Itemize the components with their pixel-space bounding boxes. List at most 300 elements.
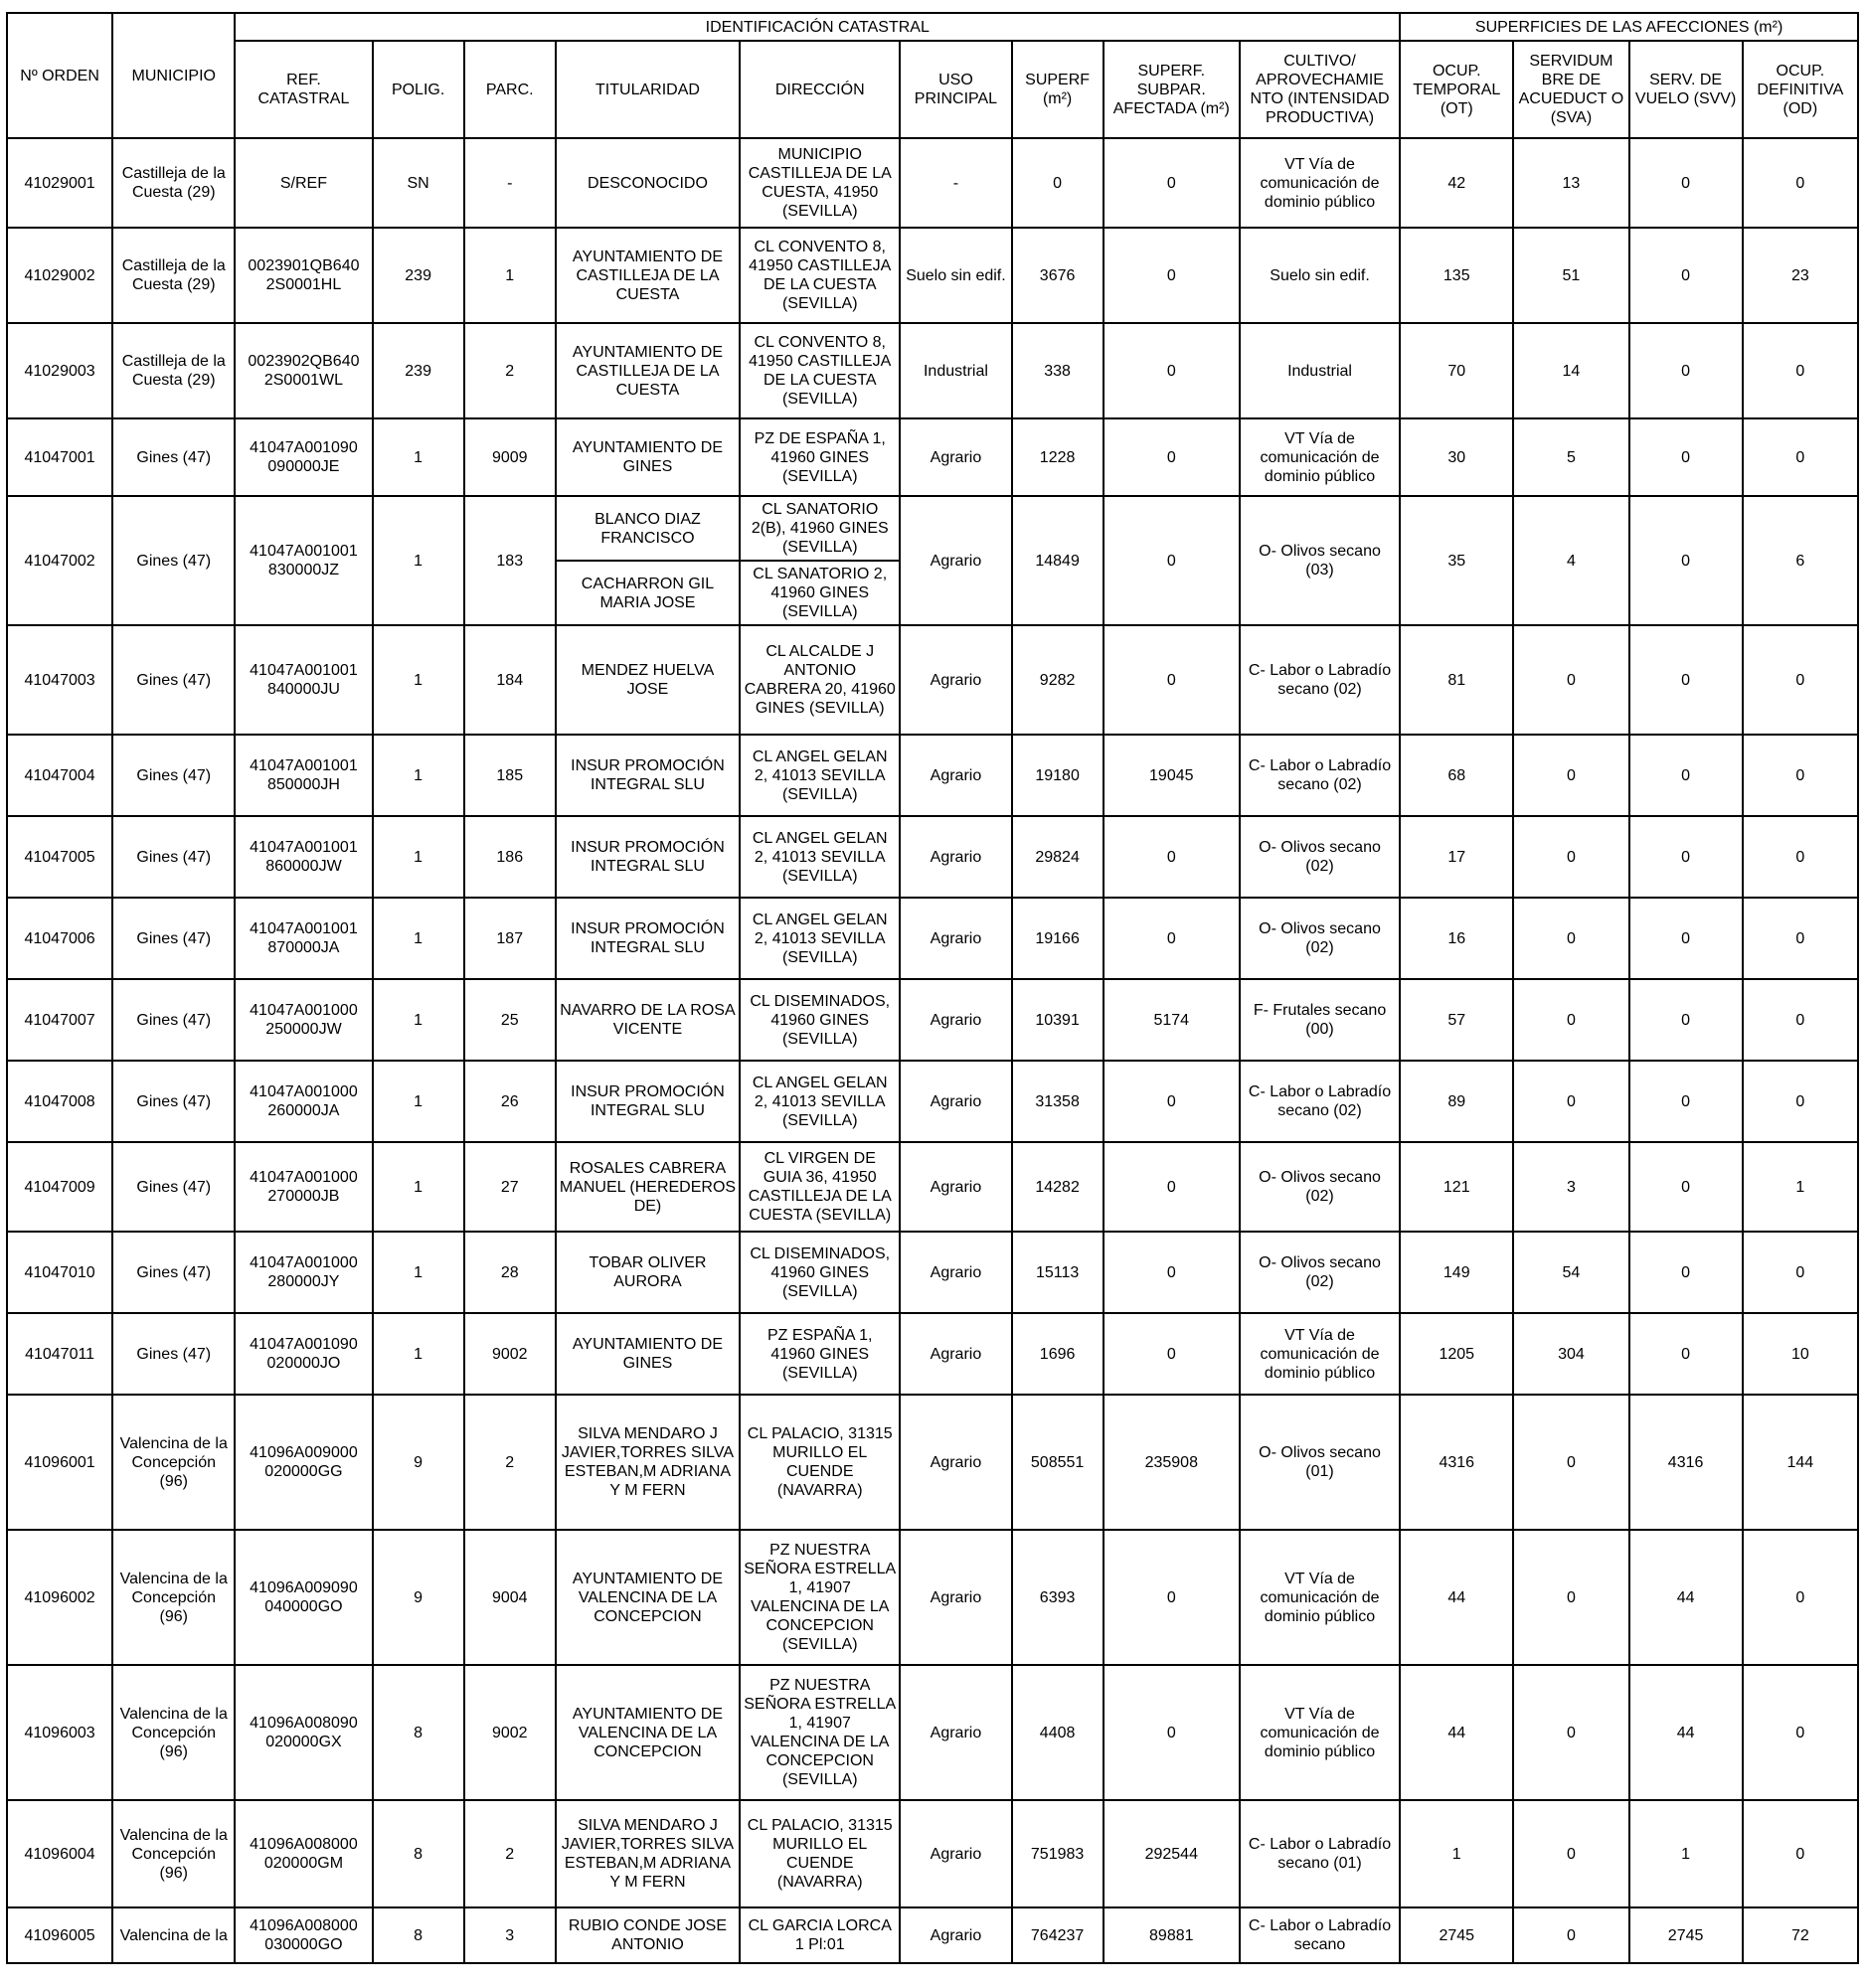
- cell-uso: Agrario: [900, 735, 1011, 816]
- table-row: [7, 1800, 1858, 1907]
- cell-sva: 5: [1513, 418, 1628, 496]
- cell-cultivo: Suelo sin edif.: [1240, 228, 1400, 323]
- cell-uso: Agrario: [900, 979, 1011, 1061]
- cell-od: 0: [1743, 1061, 1858, 1142]
- cell-od: 23: [1743, 228, 1858, 323]
- cell-polig: 8: [373, 1907, 464, 1963]
- cell-polig: 239: [373, 228, 464, 323]
- cell-orden: 41096001: [7, 1395, 112, 1530]
- cell-direccion: MUNICIPIO CASTILLEJA DE LA CUESTA, 41950 (SEVILLA): [740, 138, 900, 228]
- table-row: [7, 1907, 1858, 1963]
- cell-sva: 0: [1513, 979, 1628, 1061]
- cell-orden: 41047001: [7, 418, 112, 496]
- cell-subpar: 0: [1103, 1061, 1240, 1142]
- cell-ref: S/REF: [235, 138, 372, 228]
- cell-superf: 31358: [1012, 1061, 1103, 1142]
- cell-ref: 41047A001000 280000JY: [235, 1232, 372, 1313]
- cell-sva: 13: [1513, 138, 1628, 228]
- cell-direccion: CL ANGEL GELAN 2, 41013 SEVILLA (SEVILLA): [740, 1061, 900, 1142]
- cell-polig: 1: [373, 735, 464, 816]
- cell-parc: 187: [464, 898, 556, 979]
- cell-municipio: Castilleja de la Cuesta (29): [112, 138, 235, 228]
- cell-cultivo: O- Olivos secano (03): [1240, 496, 1400, 625]
- table-row: [7, 1142, 1858, 1232]
- cell-sva: 0: [1513, 816, 1628, 898]
- cell-od: 0: [1743, 418, 1858, 496]
- cell-superf: 10391: [1012, 979, 1103, 1061]
- cell-titularidad: CACHARRON GIL MARIA JOSE: [556, 561, 740, 625]
- table-row: [7, 228, 1858, 323]
- cell-od: 1: [1743, 1142, 1858, 1232]
- cell-direccion: CL CONVENTO 8, 41950 CASTILLEJA DE LA CUESTA (SEVILLA): [740, 323, 900, 418]
- cell-superf: 751983: [1012, 1800, 1103, 1907]
- cell-ref: 41096A008000 020000GM: [235, 1800, 372, 1907]
- cell-sva: 14: [1513, 323, 1628, 418]
- cell-parc: 2: [464, 323, 556, 418]
- cell-subpar: 0: [1103, 1313, 1240, 1395]
- cell-titularidad: AYUNTAMIENTO DE GINES: [556, 1313, 740, 1395]
- cell-od: 0: [1743, 1800, 1858, 1907]
- cell-ot: 1: [1400, 1800, 1513, 1907]
- cell-polig: 1: [373, 979, 464, 1061]
- cell-orden: 41047002: [7, 496, 112, 625]
- cell-sva: 0: [1513, 1800, 1628, 1907]
- cell-titularidad: INSUR PROMOCIÓN INTEGRAL SLU: [556, 1061, 740, 1142]
- cell-sva: 0: [1513, 735, 1628, 816]
- cell-municipio: Gines (47): [112, 1061, 235, 1142]
- col-od: OCUP. DEFINITIVA (OD): [1743, 41, 1858, 138]
- cell-titularidad: SILVA MENDARO J JAVIER,TORRES SILVA ESTEBAN,M ADRIANA Y M FERN: [556, 1800, 740, 1907]
- col-superf: SUPERF (m²): [1012, 41, 1103, 138]
- cell-parc: 9009: [464, 418, 556, 496]
- col-direccion: DIRECCIÓN: [740, 41, 900, 138]
- cell-orden: 41047011: [7, 1313, 112, 1395]
- col-polig: POLIG.: [373, 41, 464, 138]
- cell-svv: 0: [1629, 1232, 1743, 1313]
- cell-od: 72: [1743, 1907, 1858, 1963]
- cell-subpar: 0: [1103, 625, 1240, 735]
- cell-polig: 1: [373, 418, 464, 496]
- cell-subpar: 0: [1103, 418, 1240, 496]
- cell-svv: 0: [1629, 1061, 1743, 1142]
- cell-superf: 9282: [1012, 625, 1103, 735]
- group-identificacion: IDENTIFICACIÓN CATASTRAL: [235, 13, 1400, 41]
- cell-ot: 16: [1400, 898, 1513, 979]
- cell-subpar: 0: [1103, 1665, 1240, 1800]
- cell-orden: 41047003: [7, 625, 112, 735]
- cell-uso: Agrario: [900, 1395, 1011, 1530]
- cell-polig: 9: [373, 1530, 464, 1665]
- cell-municipio: Gines (47): [112, 418, 235, 496]
- cell-cultivo: O- Olivos secano (02): [1240, 1142, 1400, 1232]
- cell-uso: Agrario: [900, 898, 1011, 979]
- table-row: [7, 1061, 1858, 1142]
- cell-parc: 186: [464, 816, 556, 898]
- cell-titularidad: DESCONOCIDO: [556, 138, 740, 228]
- cell-sva: 51: [1513, 228, 1628, 323]
- cell-sva: 0: [1513, 1395, 1628, 1530]
- cell-parc: 184: [464, 625, 556, 735]
- cell-uso: Agrario: [900, 418, 1011, 496]
- col-uso: USO PRINCIPAL: [900, 41, 1011, 138]
- cell-od: 6: [1743, 496, 1858, 625]
- cell-titularidad: TOBAR OLIVER AURORA: [556, 1232, 740, 1313]
- cell-cultivo: C- Labor o Labradío secano (01): [1240, 1800, 1400, 1907]
- cell-superf: 1696: [1012, 1313, 1103, 1395]
- cell-superf: 764237: [1012, 1907, 1103, 1963]
- cell-parc: 9002: [464, 1313, 556, 1395]
- col-ref: REF. CATASTRAL: [235, 41, 372, 138]
- cell-svv: 0: [1629, 138, 1743, 228]
- cell-municipio: Gines (47): [112, 1313, 235, 1395]
- cell-municipio: Castilleja de la Cuesta (29): [112, 323, 235, 418]
- cell-uso: Agrario: [900, 1665, 1011, 1800]
- cell-polig: 1: [373, 816, 464, 898]
- cell-titularidad: AYUNTAMIENTO DE CASTILLEJA DE LA CUESTA: [556, 228, 740, 323]
- cell-orden: 41096003: [7, 1665, 112, 1800]
- cell-municipio: Valencina de la Concepción (96): [112, 1530, 235, 1665]
- cell-ref: 41047A001001 840000JU: [235, 625, 372, 735]
- cell-polig: 1: [373, 1313, 464, 1395]
- cell-subpar: 0: [1103, 228, 1240, 323]
- cell-orden: 41047009: [7, 1142, 112, 1232]
- cell-municipio: Gines (47): [112, 979, 235, 1061]
- table-row: [7, 138, 1858, 228]
- cell-subpar: 0: [1103, 1142, 1240, 1232]
- cell-svv: 0: [1629, 898, 1743, 979]
- cell-ot: 68: [1400, 735, 1513, 816]
- cell-ot: 149: [1400, 1232, 1513, 1313]
- cell-parc: 2: [464, 1395, 556, 1530]
- cell-svv: 1: [1629, 1800, 1743, 1907]
- cell-subpar: 0: [1103, 496, 1240, 625]
- cell-cultivo: VT Vía de comunicación de dominio público: [1240, 1665, 1400, 1800]
- table-row: [7, 1665, 1858, 1800]
- cell-parc: 183: [464, 496, 556, 625]
- cell-od: 10: [1743, 1313, 1858, 1395]
- col-svv: SERV. DE VUELO (SVV): [1629, 41, 1743, 138]
- cell-uso: Agrario: [900, 1142, 1011, 1232]
- cell-ref: 41047A001000 260000JA: [235, 1061, 372, 1142]
- table-row: [7, 979, 1858, 1061]
- cell-parc: 185: [464, 735, 556, 816]
- cell-svv: 0: [1629, 496, 1743, 625]
- cell-municipio: Gines (47): [112, 1232, 235, 1313]
- cell-titularidad: RUBIO CONDE JOSE ANTONIO: [556, 1907, 740, 1963]
- cell-uso: Agrario: [900, 816, 1011, 898]
- cell-municipio: Gines (47): [112, 735, 235, 816]
- cell-svv: 2745: [1629, 1907, 1743, 1963]
- cell-od: 0: [1743, 138, 1858, 228]
- cell-superf: 19166: [1012, 898, 1103, 979]
- cell-svv: 0: [1629, 228, 1743, 323]
- cell-direccion: CL VIRGEN DE GUIA 36, 41950 CASTILLEJA DE LA CUESTA (SEVILLA): [740, 1142, 900, 1232]
- cell-direccion: CL ANGEL GELAN 2, 41013 SEVILLA (SEVILLA): [740, 816, 900, 898]
- cell-orden: 41047006: [7, 898, 112, 979]
- cell-uso: Agrario: [900, 496, 1011, 625]
- cell-cultivo: Industrial: [1240, 323, 1400, 418]
- cell-uso: Agrario: [900, 1061, 1011, 1142]
- cell-titularidad: AYUNTAMIENTO DE CASTILLEJA DE LA CUESTA: [556, 323, 740, 418]
- cell-orden: 41029001: [7, 138, 112, 228]
- cell-svv: 0: [1629, 418, 1743, 496]
- cell-superf: 338: [1012, 323, 1103, 418]
- cell-ref: 41047A001000 250000JW: [235, 979, 372, 1061]
- cell-subpar: 235908: [1103, 1395, 1240, 1530]
- cell-titularidad: AYUNTAMIENTO DE VALENCINA DE LA CONCEPCION: [556, 1665, 740, 1800]
- cell-direccion: CL ALCALDE J ANTONIO CABRERA 20, 41960 GINES (SEVILLA): [740, 625, 900, 735]
- col-titularidad: TITULARIDAD: [556, 41, 740, 138]
- cell-uso: -: [900, 138, 1011, 228]
- cell-ot: 81: [1400, 625, 1513, 735]
- cell-municipio: Valencina de la: [112, 1907, 235, 1963]
- cell-polig: 1: [373, 1142, 464, 1232]
- cell-subpar: 0: [1103, 816, 1240, 898]
- cell-ot: 44: [1400, 1665, 1513, 1800]
- cell-superf: 1228: [1012, 418, 1103, 496]
- col-municipio: MUNICIPIO: [112, 13, 235, 138]
- cell-titularidad: ROSALES CABRERA MANUEL (HEREDEROS DE): [556, 1142, 740, 1232]
- cell-municipio: Valencina de la Concepción (96): [112, 1665, 235, 1800]
- col-orden: Nº ORDEN: [7, 13, 112, 138]
- col-subpar: SUPERF. SUBPAR. AFECTADA (m²): [1103, 41, 1240, 138]
- cell-direccion: PZ NUESTRA SEÑORA ESTRELLA 1, 41907 VALENCINA DE LA CONCEPCION (SEVILLA): [740, 1665, 900, 1800]
- group-superficies: SUPERFICIES DE LAS AFECCIONES (m²): [1400, 13, 1858, 41]
- cell-od: 0: [1743, 625, 1858, 735]
- cell-svv: 0: [1629, 979, 1743, 1061]
- cell-parc: 1: [464, 228, 556, 323]
- cell-subpar: 0: [1103, 1232, 1240, 1313]
- cell-orden: 41096004: [7, 1800, 112, 1907]
- cell-cultivo: VT Vía de comunicación de dominio público: [1240, 1530, 1400, 1665]
- cell-od: 0: [1743, 1232, 1858, 1313]
- table-row: [7, 625, 1858, 735]
- cell-titularidad: MENDEZ HUELVA JOSE: [556, 625, 740, 735]
- cell-cultivo: C- Labor o Labradío secano (02): [1240, 625, 1400, 735]
- cell-ref: 41096A009090 040000GO: [235, 1530, 372, 1665]
- cell-ref: 41047A001001 860000JW: [235, 816, 372, 898]
- cell-ref: 41047A001090 020000JO: [235, 1313, 372, 1395]
- cell-svv: 0: [1629, 735, 1743, 816]
- cell-ref: 41047A001001 870000JA: [235, 898, 372, 979]
- cell-od: 0: [1743, 979, 1858, 1061]
- cell-uso: Agrario: [900, 1313, 1011, 1395]
- cell-direccion: CL DISEMINADOS, 41960 GINES (SEVILLA): [740, 1232, 900, 1313]
- cell-polig: SN: [373, 138, 464, 228]
- cell-ot: 4316: [1400, 1395, 1513, 1530]
- cell-titularidad: INSUR PROMOCIÓN INTEGRAL SLU: [556, 735, 740, 816]
- cell-direccion: CL SANATORIO 2, 41960 GINES (SEVILLA): [740, 561, 900, 625]
- cell-svv: 0: [1629, 816, 1743, 898]
- cell-ot: 70: [1400, 323, 1513, 418]
- cell-orden: 41096002: [7, 1530, 112, 1665]
- cell-direccion: CL SANATORIO 2(B), 41960 GINES (SEVILLA): [740, 496, 900, 561]
- cell-polig: 1: [373, 898, 464, 979]
- table-row: [7, 323, 1858, 418]
- cell-sva: 0: [1513, 1530, 1628, 1665]
- cell-titularidad: SILVA MENDARO J JAVIER,TORRES SILVA ESTEBAN,M ADRIANA Y M FERN: [556, 1395, 740, 1530]
- cell-superf: 15113: [1012, 1232, 1103, 1313]
- cell-cultivo: O- Olivos secano (02): [1240, 816, 1400, 898]
- table-row: [7, 418, 1858, 496]
- cell-titularidad: BLANCO DIAZ FRANCISCO: [556, 496, 740, 561]
- cell-ref: 41096A008090 020000GX: [235, 1665, 372, 1800]
- cell-orden: 41029002: [7, 228, 112, 323]
- cell-parc: 28: [464, 1232, 556, 1313]
- cell-superf: 6393: [1012, 1530, 1103, 1665]
- cell-subpar: 0: [1103, 898, 1240, 979]
- cell-ot: 121: [1400, 1142, 1513, 1232]
- cell-subpar: 0: [1103, 323, 1240, 418]
- cell-municipio: Valencina de la Concepción (96): [112, 1800, 235, 1907]
- cell-direccion: CL CONVENTO 8, 41950 CASTILLEJA DE LA CUESTA (SEVILLA): [740, 228, 900, 323]
- cell-uso: Agrario: [900, 1800, 1011, 1907]
- cell-ot: 57: [1400, 979, 1513, 1061]
- cell-superf: 508551: [1012, 1395, 1103, 1530]
- table-row: [7, 816, 1858, 898]
- cell-ot: 44: [1400, 1530, 1513, 1665]
- cell-od: 0: [1743, 735, 1858, 816]
- cell-cultivo: VT Vía de comunicación de dominio público: [1240, 138, 1400, 228]
- cell-titularidad: AYUNTAMIENTO DE VALENCINA DE LA CONCEPCION: [556, 1530, 740, 1665]
- cell-sva: 0: [1513, 1907, 1628, 1963]
- cell-direccion: CL ANGEL GELAN 2, 41013 SEVILLA (SEVILLA): [740, 898, 900, 979]
- cell-cultivo: O- Olivos secano (01): [1240, 1395, 1400, 1530]
- cell-polig: 8: [373, 1800, 464, 1907]
- cell-ref: 41047A001001 830000JZ: [235, 496, 372, 625]
- cell-direccion: PZ DE ESPAÑA 1, 41960 GINES (SEVILLA): [740, 418, 900, 496]
- cell-od: 144: [1743, 1395, 1858, 1530]
- cell-ot: 2745: [1400, 1907, 1513, 1963]
- cell-orden: 41029003: [7, 323, 112, 418]
- cell-polig: 1: [373, 496, 464, 625]
- cell-cultivo: F- Frutales secano (00): [1240, 979, 1400, 1061]
- cell-sva: 54: [1513, 1232, 1628, 1313]
- cell-municipio: Castilleja de la Cuesta (29): [112, 228, 235, 323]
- cell-titularidad: INSUR PROMOCIÓN INTEGRAL SLU: [556, 816, 740, 898]
- cell-ot: 135: [1400, 228, 1513, 323]
- cell-uso: Agrario: [900, 1530, 1011, 1665]
- table-row: [7, 898, 1858, 979]
- col-cultivo: CULTIVO/ APROVECHAMIE NTO (INTENSIDAD PRODUCTIVA): [1240, 41, 1400, 138]
- cell-superf: 29824: [1012, 816, 1103, 898]
- table-row: [7, 1232, 1858, 1313]
- cell-polig: 8: [373, 1665, 464, 1800]
- cell-direccion: CL PALACIO, 31315 MURILLO EL CUENDE (NAVARRA): [740, 1395, 900, 1530]
- cell-ot: 17: [1400, 816, 1513, 898]
- cell-od: 0: [1743, 898, 1858, 979]
- cell-sva: 304: [1513, 1313, 1628, 1395]
- cell-ref: 41047A001090 090000JE: [235, 418, 372, 496]
- cell-uso: Agrario: [900, 1907, 1011, 1963]
- table-row: [7, 1313, 1858, 1395]
- cell-orden: 41047007: [7, 979, 112, 1061]
- cell-orden: 41047005: [7, 816, 112, 898]
- cell-cultivo: C- Labor o Labradío secano (02): [1240, 735, 1400, 816]
- cell-municipio: Gines (47): [112, 1142, 235, 1232]
- cell-direccion: CL PALACIO, 31315 MURILLO EL CUENDE (NAVARRA): [740, 1800, 900, 1907]
- cell-subpar: 292544: [1103, 1800, 1240, 1907]
- cell-polig: 1: [373, 1232, 464, 1313]
- cell-superf: 14282: [1012, 1142, 1103, 1232]
- cell-polig: 239: [373, 323, 464, 418]
- table-row: [7, 1395, 1858, 1530]
- cell-parc: -: [464, 138, 556, 228]
- cell-od: 0: [1743, 816, 1858, 898]
- col-sva: SERVIDUM BRE DE ACUEDUCT O (SVA): [1513, 41, 1628, 138]
- cell-ot: 30: [1400, 418, 1513, 496]
- cell-cultivo: O- Olivos secano (02): [1240, 1232, 1400, 1313]
- cell-svv: 0: [1629, 625, 1743, 735]
- cell-svv: 44: [1629, 1530, 1743, 1665]
- cell-parc: 9002: [464, 1665, 556, 1800]
- cell-parc: 2: [464, 1800, 556, 1907]
- cell-uso: Industrial: [900, 323, 1011, 418]
- cell-orden: 41047010: [7, 1232, 112, 1313]
- table-row: [7, 1530, 1858, 1665]
- cell-ot: 1205: [1400, 1313, 1513, 1395]
- cell-od: 0: [1743, 1530, 1858, 1665]
- cell-subpar: 5174: [1103, 979, 1240, 1061]
- cell-cultivo: C- Labor o Labradío secano: [1240, 1907, 1400, 1963]
- cell-superf: 0: [1012, 138, 1103, 228]
- cell-direccion: PZ ESPAÑA 1, 41960 GINES (SEVILLA): [740, 1313, 900, 1395]
- cell-municipio: Gines (47): [112, 496, 235, 625]
- cell-orden: 41096005: [7, 1907, 112, 1963]
- cell-superf: 14849: [1012, 496, 1103, 625]
- cell-svv: 44: [1629, 1665, 1743, 1800]
- cell-direccion: CL DISEMINADOS, 41960 GINES (SEVILLA): [740, 979, 900, 1061]
- cell-sva: 0: [1513, 898, 1628, 979]
- cell-parc: 3: [464, 1907, 556, 1963]
- cell-ot: 35: [1400, 496, 1513, 625]
- cell-subpar: 0: [1103, 138, 1240, 228]
- cell-titularidad: INSUR PROMOCIÓN INTEGRAL SLU: [556, 898, 740, 979]
- cell-od: 0: [1743, 323, 1858, 418]
- cell-municipio: Gines (47): [112, 625, 235, 735]
- table-row: [7, 496, 1858, 561]
- cell-svv: 0: [1629, 323, 1743, 418]
- cell-parc: 25: [464, 979, 556, 1061]
- cell-direccion: CL ANGEL GELAN 2, 41013 SEVILLA (SEVILLA): [740, 735, 900, 816]
- cell-subpar: 0: [1103, 1530, 1240, 1665]
- cell-ref: 41096A008000 030000GO: [235, 1907, 372, 1963]
- cell-polig: 9: [373, 1395, 464, 1530]
- cell-uso: Agrario: [900, 1232, 1011, 1313]
- cell-ot: 42: [1400, 138, 1513, 228]
- cell-ot: 89: [1400, 1061, 1513, 1142]
- col-parc: PARC.: [464, 41, 556, 138]
- cell-ref: 41096A009000 020000GG: [235, 1395, 372, 1530]
- cell-svv: 0: [1629, 1142, 1743, 1232]
- cell-cultivo: O- Olivos secano (02): [1240, 898, 1400, 979]
- cell-titularidad: AYUNTAMIENTO DE GINES: [556, 418, 740, 496]
- cell-ref: 41047A001001 850000JH: [235, 735, 372, 816]
- cell-polig: 1: [373, 1061, 464, 1142]
- cell-sva: 4: [1513, 496, 1628, 625]
- parcel-table: [6, 12, 1859, 1964]
- cell-ref: 0023901QB640 2S0001HL: [235, 228, 372, 323]
- cell-sva: 0: [1513, 1061, 1628, 1142]
- cell-svv: 0: [1629, 1313, 1743, 1395]
- cell-sva: 0: [1513, 1665, 1628, 1800]
- cell-subpar: 89881: [1103, 1907, 1240, 1963]
- cell-municipio: Gines (47): [112, 816, 235, 898]
- cell-orden: 41047008: [7, 1061, 112, 1142]
- cell-superf: 19180: [1012, 735, 1103, 816]
- cell-cultivo: VT Vía de comunicación de dominio público: [1240, 418, 1400, 496]
- cell-polig: 1: [373, 625, 464, 735]
